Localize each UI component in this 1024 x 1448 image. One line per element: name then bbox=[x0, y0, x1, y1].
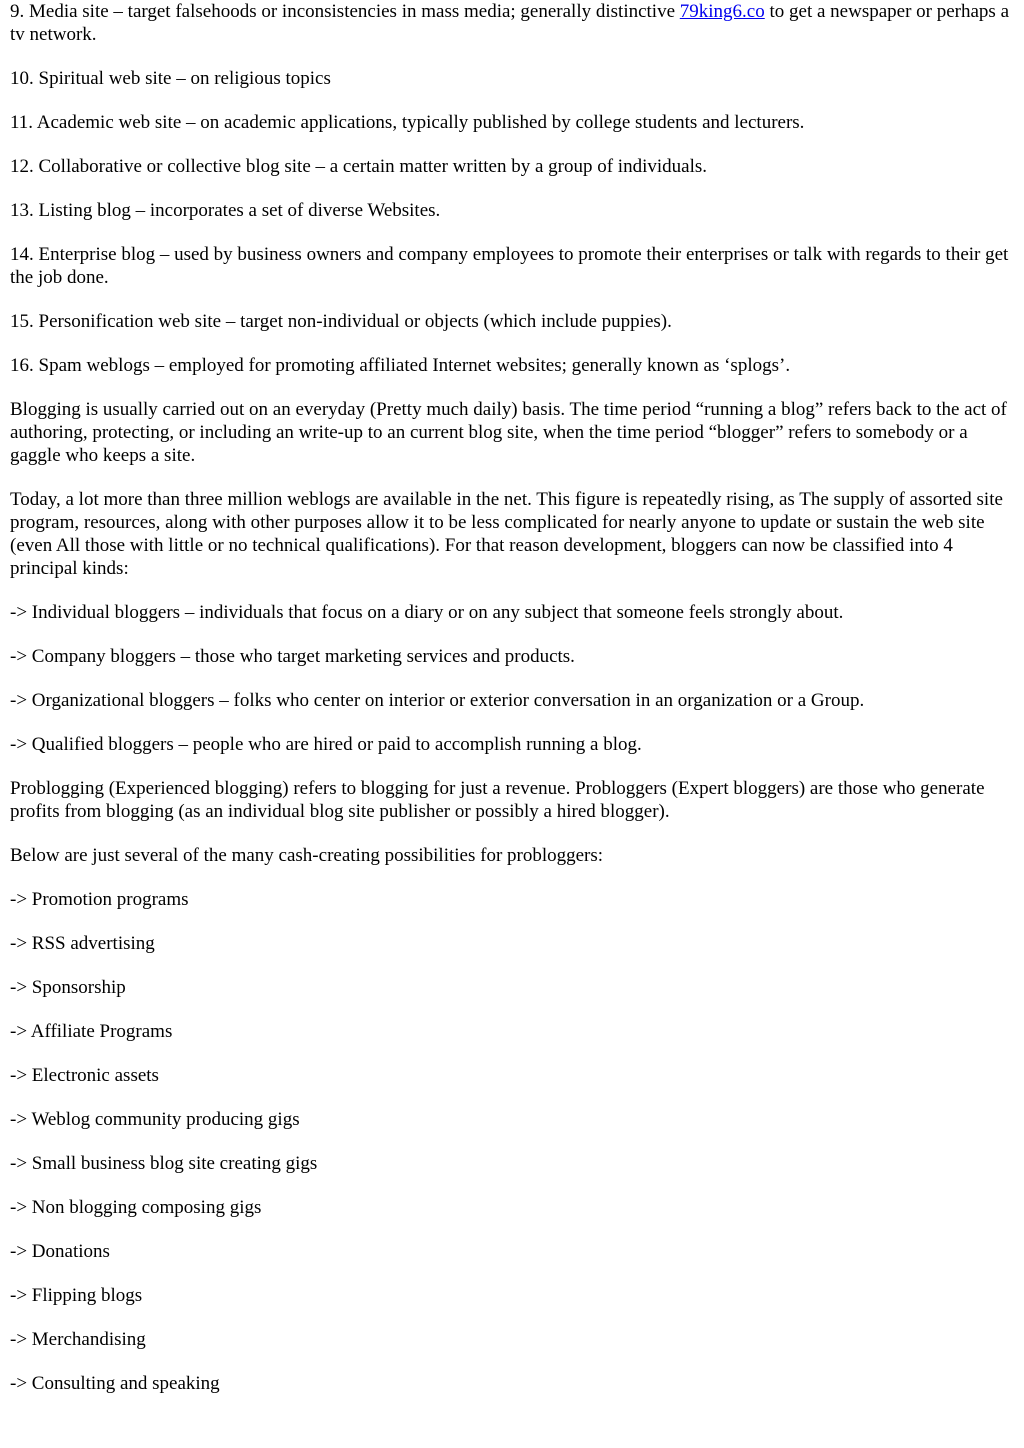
list-item-possibility: -> Non blogging composing gigs bbox=[10, 1197, 262, 1218]
paragraph-today: Today, a lot more than three million weblogs are available in the net. This figure is repeatedly rising, as The supply of assorted site program, resources, along with other purposes allow it to be less complicated for nearly anyone to update or sustain the web site (even All those with little or no technical qualifications). For that reason development, bloggers can now be classified into 4 principal kinds: bbox=[10, 489, 1003, 579]
list-item-possibility: -> Promotion programs bbox=[10, 889, 189, 910]
paragraph-problogging: Problogging (Experienced blogging) refers to blogging for just a revenue. Probloggers (Expert bloggers) are those who generate profits from blogging (as an individual blog site publisher or possibly a hired blogger). bbox=[10, 778, 985, 822]
list-item-possibility: -> Donations bbox=[10, 1241, 110, 1262]
paragraph-academic: 11. Academic web site – on academic applications, typically published by college students and lecturers. bbox=[10, 112, 805, 133]
text-segment: to get a newspaper or perhaps a tv network. bbox=[10, 1, 1010, 45]
link-79king6[interactable]: 79king6.co bbox=[679, 1, 765, 22]
list-item-possibility: -> Electronic assets bbox=[10, 1065, 159, 1086]
list-item-kind: -> Organizational bloggers – folks who center on interior or exterior conversation in an organization or a Group. bbox=[10, 690, 865, 711]
paragraph-below: Below are just several of the many cash-creating possibilities for probloggers: bbox=[10, 845, 604, 866]
paragraph-listing: 13. Listing blog – incorporates a set of diverse Websites. bbox=[10, 200, 441, 221]
list-item-possibility: -> Flipping blogs bbox=[10, 1285, 143, 1306]
paragraph-collaborative: 12. Collaborative or collective blog site – a certain matter written by a group of individuals. bbox=[10, 156, 707, 177]
text-segment: 9. Media site – target falsehoods or inconsistencies in mass media; generally distinctive bbox=[10, 1, 680, 22]
paragraph-media-site bbox=[10, 0, 1014, 46]
paragraph-enterprise: 14. Enterprise blog – used by business owners and company employees to promote their enterprises or talk with regards to their get the job done. bbox=[10, 244, 1009, 288]
list-item-kind: -> Individual bloggers – individuals that focus on a diary or on any subject that someone feels strongly about. bbox=[10, 602, 844, 623]
paragraph-blogging: Blogging is usually carried out on an everyday (Pretty much daily) basis. The time period “running a blog” refers back to the act of authoring, protecting, or including an write-up to an current blog site, when the time period “blogger” refers to somebody or a gaggle who keeps a site. bbox=[10, 399, 1007, 466]
list-item-kind: -> Qualified bloggers – people who are hired or paid to accomplish running a blog. bbox=[10, 734, 642, 755]
paragraph-spiritual: 10. Spiritual web site – on religious topics bbox=[10, 68, 331, 89]
list-item-kind: -> Company bloggers – those who target marketing services and products. bbox=[10, 646, 575, 667]
list-item-possibility: -> Sponsorship bbox=[10, 977, 126, 998]
list-item-possibility: -> RSS advertising bbox=[10, 933, 155, 954]
paragraph-personification: 15. Personification web site – target non-individual or objects (which include puppies). bbox=[10, 311, 672, 332]
list-item-possibility: -> Weblog community producing gigs bbox=[10, 1109, 300, 1130]
paragraph-spam: 16. Spam weblogs – employed for promoting affiliated Internet websites; generally known as ‘splogs’. bbox=[10, 355, 791, 376]
list-item-possibility: -> Merchandising bbox=[10, 1329, 146, 1350]
list-item-possibility: -> Affiliate Programs bbox=[10, 1021, 173, 1042]
list-item-possibility: -> Small business blog site creating gigs bbox=[10, 1153, 318, 1174]
list-item-possibility: -> Consulting and speaking bbox=[10, 1373, 220, 1394]
